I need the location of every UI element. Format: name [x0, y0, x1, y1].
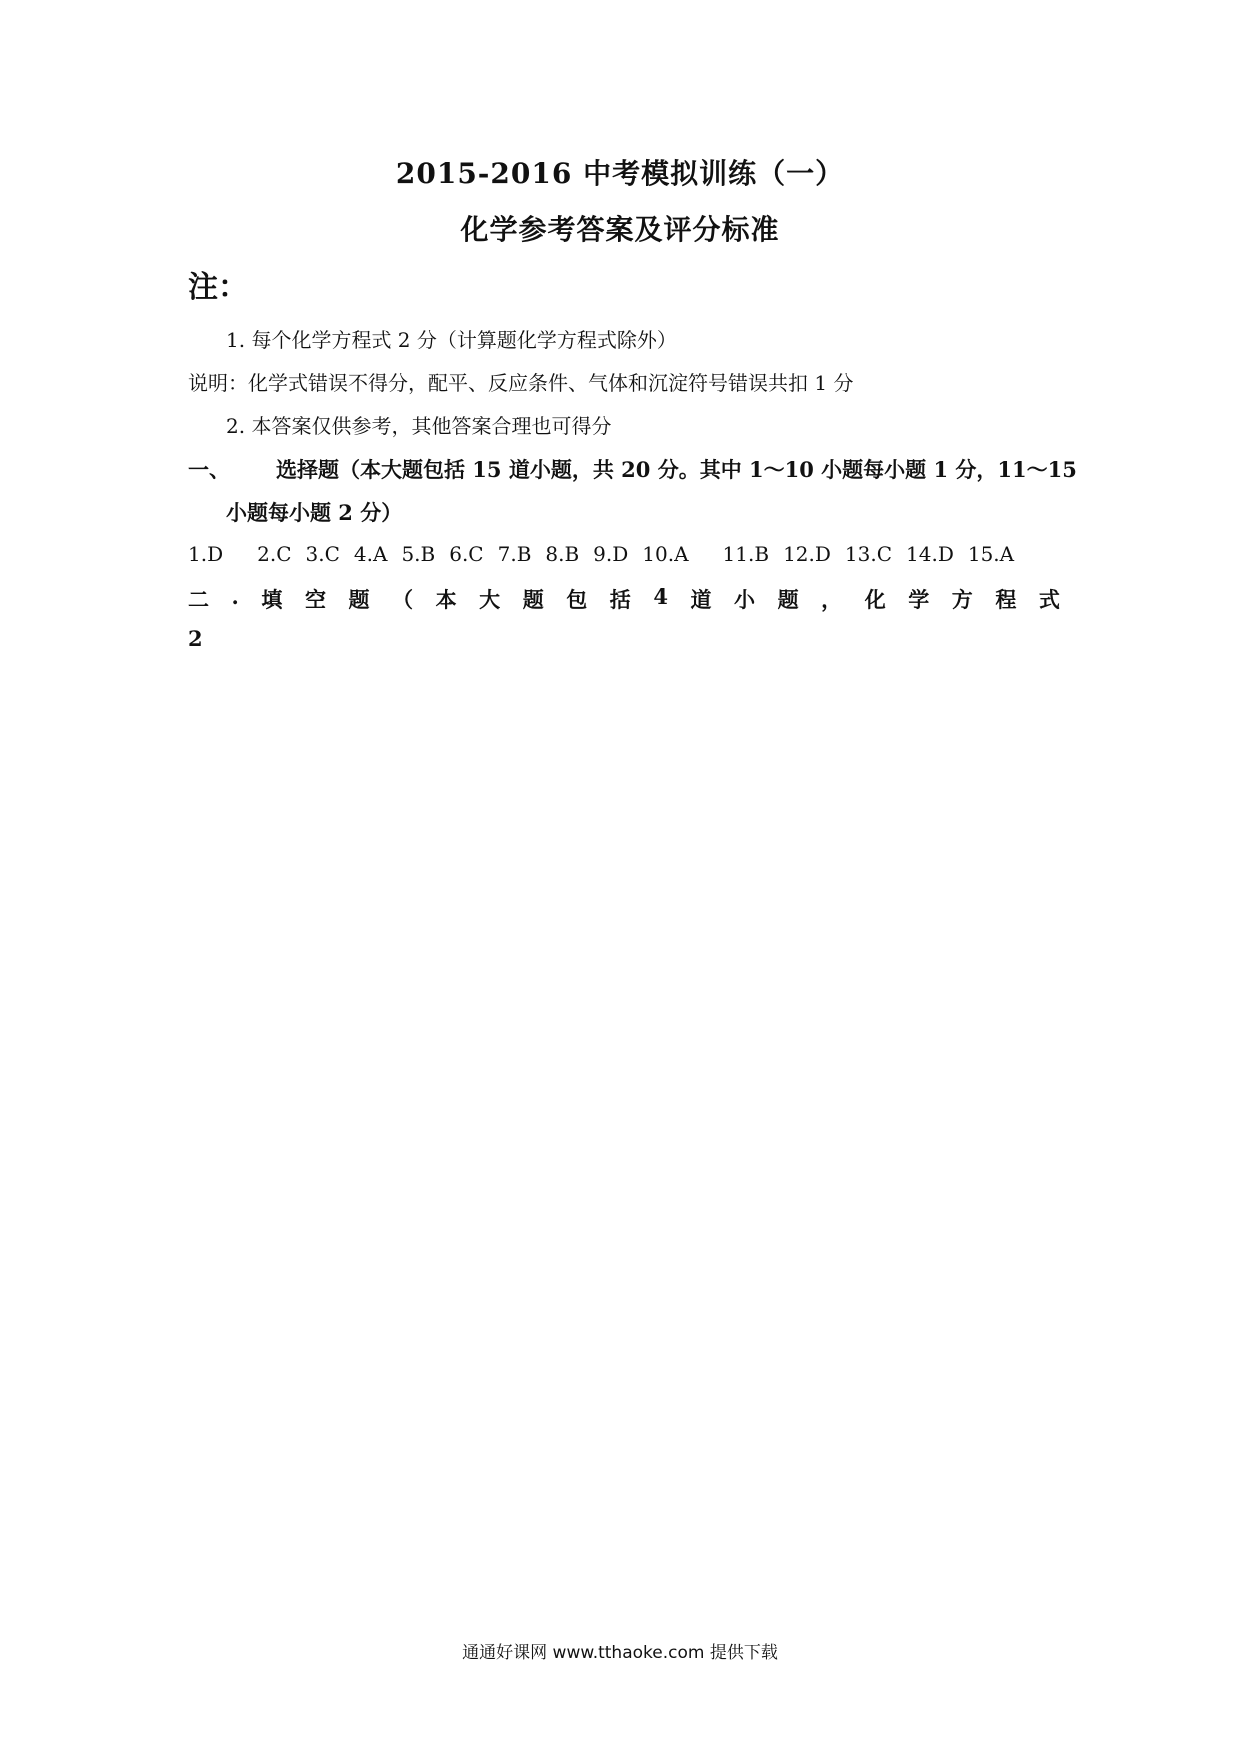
answer-item: 2.C	[257, 542, 292, 566]
answer-item: 4.A	[353, 542, 388, 566]
section-2-char: 题	[777, 587, 799, 612]
section-1-heading: 选择题（本大题包括 15 道小题，共 20 分。其中 1～10 小题每小题 1 分，11～15	[276, 457, 1077, 482]
section-2-char: 学	[908, 587, 930, 612]
answer-item: 8.B	[545, 542, 580, 566]
section-2-char: 方	[951, 587, 973, 612]
note-explanation: 说明：化学式错误不得分，配平、反应条件、气体和沉淀符号错误共扣 1 分	[188, 371, 854, 395]
section-2-heading	[188, 584, 1060, 614]
section-2-char: ，	[821, 587, 843, 612]
section-2-char: （	[392, 587, 414, 612]
answer-item: 6.C	[449, 542, 484, 566]
section-2-char: 填	[261, 587, 283, 612]
note-heading: 注：	[188, 270, 248, 305]
section-2-char: .	[231, 584, 239, 609]
section-2-char: 小	[734, 587, 756, 612]
section-1-heading-continued: 小题每小题 2 分）	[226, 500, 403, 525]
section-2-char: 二	[188, 587, 209, 612]
section-2-char: 本	[435, 587, 457, 612]
section-2-char: 化	[864, 587, 886, 612]
answer-item: 14.D	[906, 542, 954, 566]
section-1-number: 一、	[188, 457, 230, 482]
section-2-char: 道	[690, 587, 712, 612]
section-2-char: 式	[1038, 587, 1060, 612]
answer-item: 12.D	[783, 542, 831, 566]
section-2-heading-continued: 2	[188, 626, 203, 651]
footer-source: 通通好课网 www.tthaoke.com 提供下载	[462, 1643, 778, 1663]
answer-item: 5.B	[401, 542, 436, 566]
section-2-char: 题	[348, 587, 370, 612]
answer-item: 15.A	[967, 542, 1015, 566]
answer-item: 7.B	[497, 542, 532, 566]
section-2-char: 大	[479, 587, 501, 612]
document-subtitle: 化学参考答案及评分标准	[460, 213, 780, 246]
answer-item: 9.D	[593, 542, 629, 566]
section-2-char: 空	[304, 587, 326, 612]
answer-item: 10.A	[642, 542, 689, 566]
section-2-char: 题	[522, 587, 544, 612]
note-item-2: 2. 本答案仅供参考，其他答案合理也可得分	[226, 414, 612, 438]
section-2-char: 括	[609, 587, 631, 612]
note-item-1: 1. 每个化学方程式 2 分（计算题化学方程式除外）	[226, 328, 677, 352]
answer-item: 13.C	[844, 542, 893, 566]
section-2-char: 4	[653, 584, 668, 609]
answer-item: 3.C	[305, 542, 340, 566]
section-2-char: 程	[995, 587, 1017, 612]
answer-item: 11.B	[722, 542, 770, 566]
document-title: 2015-2016 中考模拟训练（一）	[395, 157, 845, 190]
multiple-choice-answers	[188, 542, 1028, 566]
section-2-char: 包	[566, 587, 588, 612]
answer-item: 1.D	[188, 542, 224, 566]
